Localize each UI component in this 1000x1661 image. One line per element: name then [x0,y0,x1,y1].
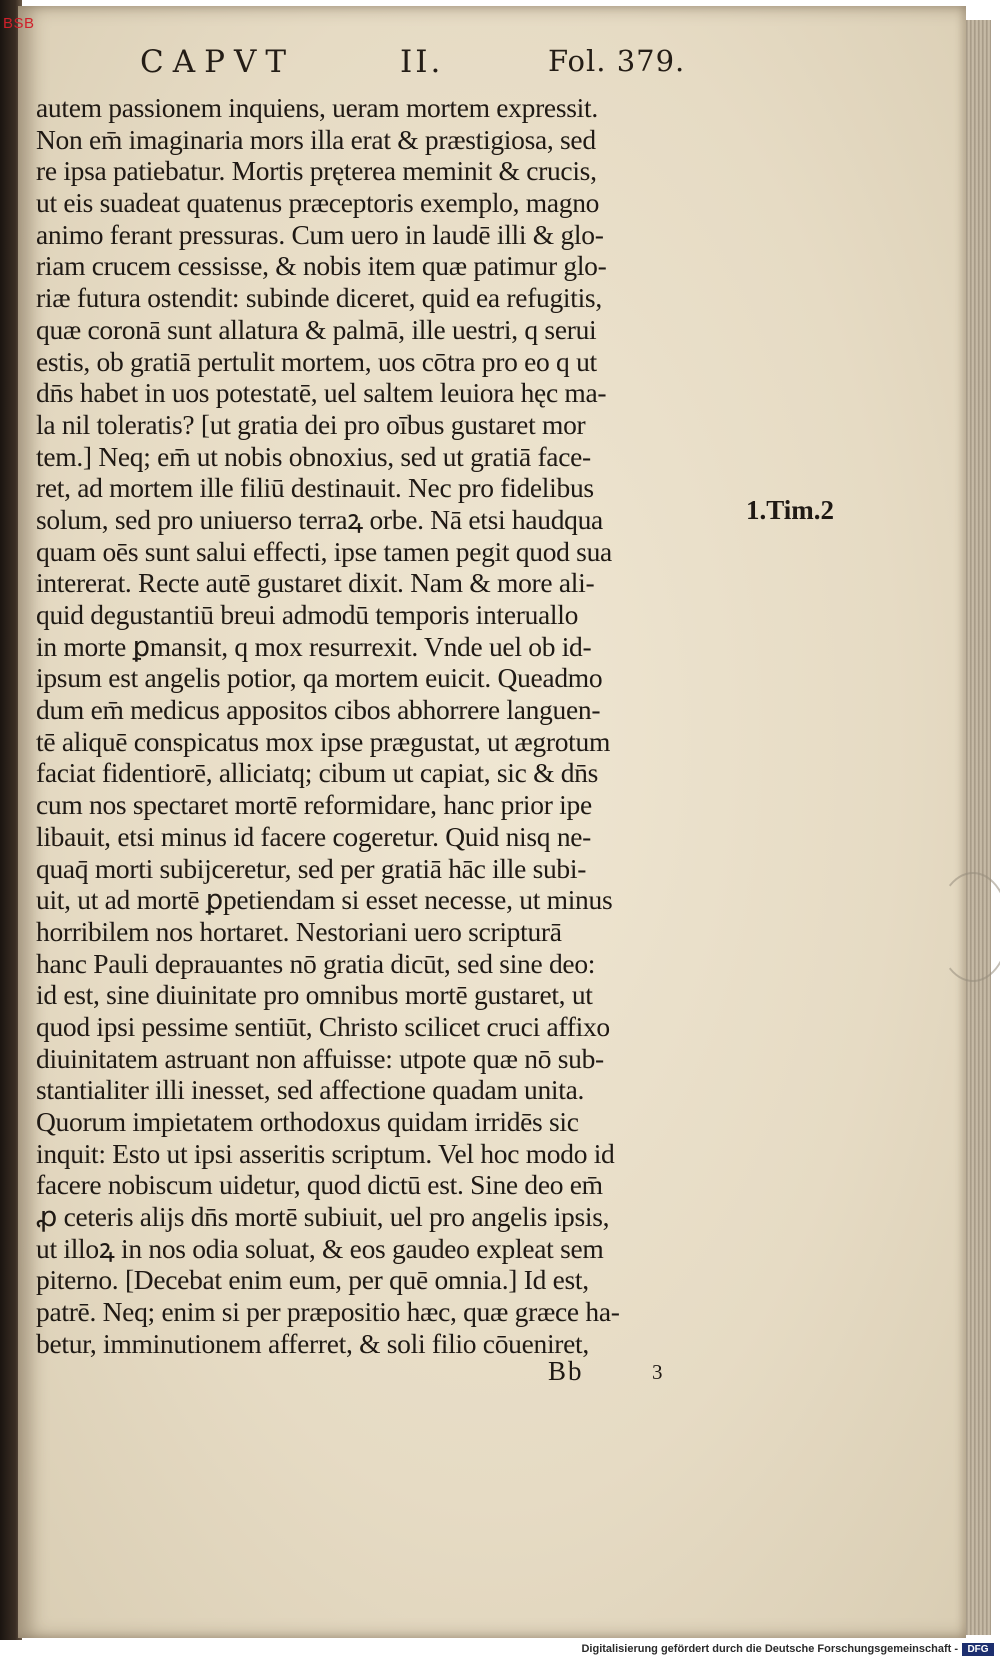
text-line: tē aliquē conspicatus mox ipse prægustat, ut ægrotum [36,725,611,757]
text-line: riam crucem cessisse, & nobis item quæ patimur glo- [36,250,607,282]
text-line: ipsum est angelis potior, qa mortem euicit. Queadmo [36,662,603,694]
running-header [140,44,740,84]
text-line: dum em̄ medicus appositos cibos abhorrere languen- [36,694,601,726]
page-stack-edges [962,20,991,1635]
text-line: in morte ꝑmansit, q mox resurrexit. Vnde uel ob id- [36,630,592,662]
text-line: ut eis suadeat quatenus præceptoris exemplo, magno [36,187,600,219]
text-line: piterno. [Decebat enim eum, per quē omnia.] Id est, [36,1264,589,1296]
text-line: ret, ad mortem ille filiū destinauit. Nec pro fidelibus [36,472,594,504]
dfg-logo: DFG [962,1643,994,1656]
text-line: ꝓ ceteris alijs dn̄s mortē subiuit, uel pro angelis ipsis, [36,1201,610,1233]
text-line: quæ coronā sunt allatura & palmā, ille uestri, q serui [36,313,597,345]
text-line: libauit, etsi minus id facere cogeretur. Quid nisq ne- [36,820,592,852]
text-line: diuinitatem astruant non affuisse: utpote quæ nō sub- [36,1042,604,1074]
text-line: uit, ut ad mortē ꝑpetiendam si esset necesse, ut minus [36,884,613,916]
text-line: riæ futura ostendit: subinde diceret, quid ea refugitis, [36,282,602,314]
text-line: re ipsa patiebatur. Mortis pręterea meminit & crucis, [36,155,597,187]
text-line: Quorum impietatem orthodoxus quidam irridēs sic [36,1106,579,1137]
text-line: stantialiter illi inesset, sed affectione quadam unita. [36,1074,585,1106]
margin-note: 1.Tim.2 [746,495,835,525]
text-line: Non em̄ imaginaria mors illa erat & præstigiosa, sed [36,123,596,155]
text-line: inquit: Esto ut ipsi asseritis scriptum. Vel hoc modo id [36,1137,615,1169]
text-line: patrē. Neq; enim si per præpositio hæc, quæ græce ha- [36,1296,620,1328]
text-line: cum nos spectaret mortē reformidare, hanc prior ipe [36,789,592,821]
text-line: ut illoꝝ in nos odia soluat, & eos gaudeo expleat sem [36,1232,604,1264]
signature-mark: Bb [548,1356,584,1386]
clip-mark [936,872,1000,982]
text-line: quid degustantiū breui admodū temporis interuallo [36,599,579,630]
header-chapter-label: CAPVT [140,44,296,80]
text-line: quaq̄ morti subijceretur, sed per gratiā hāc ille subi- [36,852,587,884]
text-line: facere nobiscum uidetur, quod dictū est. Sine deo em̄ [36,1169,603,1201]
text-line: horribilem nos hortaret. Nestoriani uero scripturā [36,915,562,947]
bsb-logo: BSB [3,15,35,32]
body-text [36,92,756,1360]
header-chapter-number: II. [400,44,444,80]
text-line: animo ferant pressuras. Cum uero in laudē illi & glo- [36,218,604,250]
text-line: quam oēs sunt salui effecti, ipse tamen pegit quod sua [36,535,612,567]
text-line: intererat. Recte autē gustaret dixit. Nam & more ali- [36,567,595,599]
text-line: la nil toleratis? [ut gratia dei pro oībus gustaret mor [36,408,586,440]
signature-number: 3 [652,1360,663,1384]
text-line: tem.] Neq; em̄ ut nobis obnoxius, sed ut gratiā face- [36,440,591,472]
footer-funding-text: Digitalisierung gefördert durch die Deutsche Forschungsgemeinschaft - [581,1643,958,1655]
text-line: id est, sine diuinitate pro omnibus mortē gustaret, ut [36,979,593,1011]
footer-bar [0,1640,1000,1661]
text-line: autem passionem inquiens, ueram mortem expressit. [36,92,598,123]
text-line: dn̄s habet in uos potestatē, uel saltem leuiora hęc ma- [36,377,607,409]
header-folio-number: Fol. 379. [548,44,686,78]
text-line: estis, ob gratiā pertulit mortem, uos cōtra pro eo q ut [36,345,597,377]
text-line: faciat fidentiorē, alliciatq; cibum ut capiat, sic & dn̄s [36,757,599,789]
text-line: solum, sed pro uniuerso terraꝝ orbe. Nā etsi haudqua [36,503,603,535]
text-line: hanc Pauli deprauantes nō gratia dicūt, sed sine deo: [36,947,596,979]
text-line: betur, imminutionem afferret, & soli filio cōueniret, [36,1327,589,1359]
text-line: quod ipsi pessime sentiūt, Christo scilicet cruci affixo [36,1010,610,1042]
